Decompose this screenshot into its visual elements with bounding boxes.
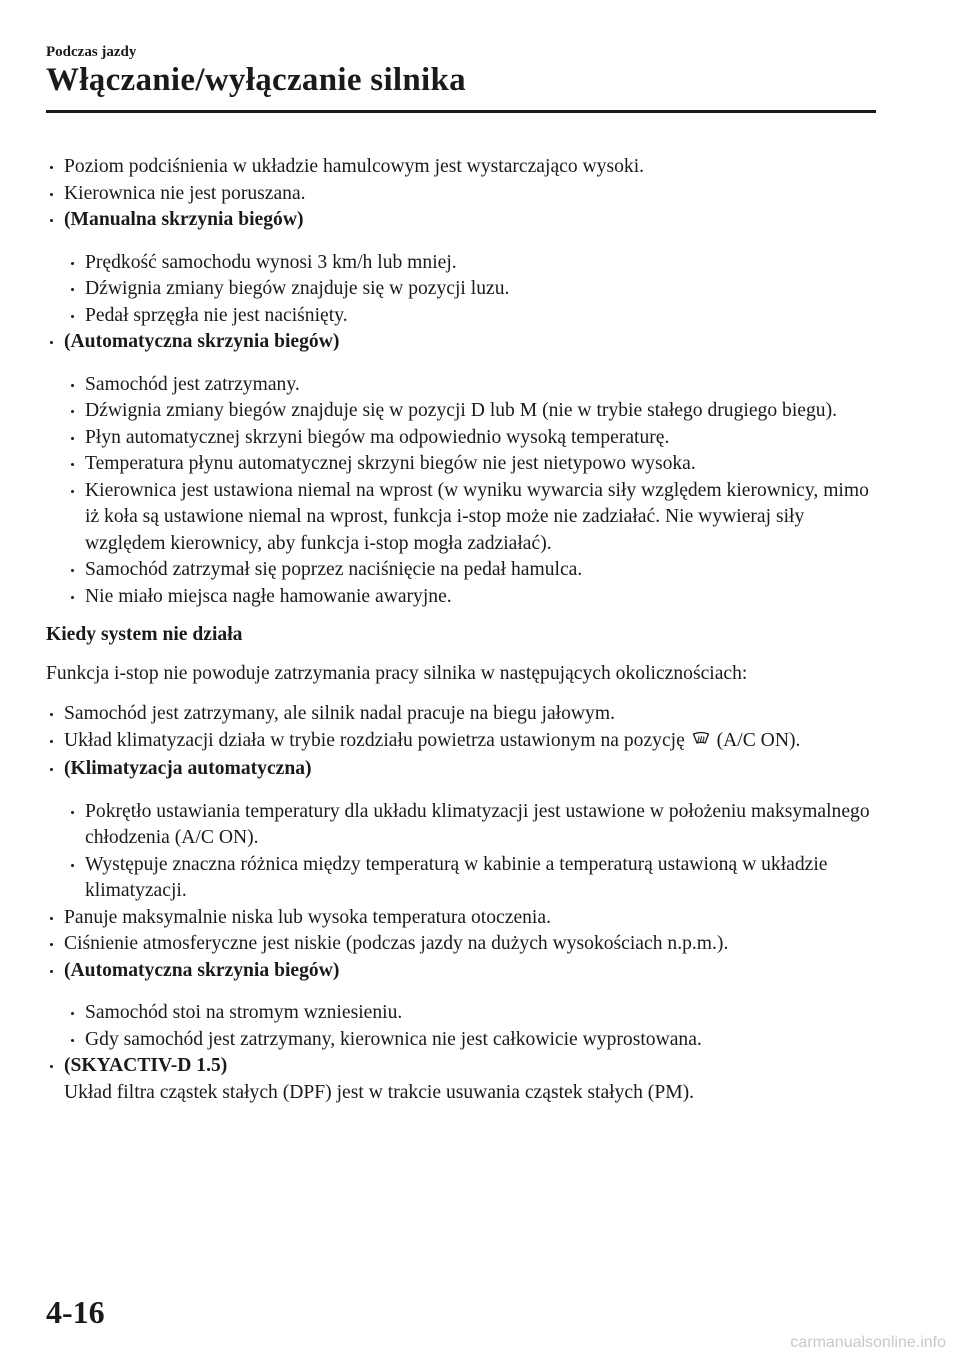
page-number: 4-16: [46, 1294, 105, 1330]
page-content: [46, 154, 886, 1106]
list-item: Samochód zatrzymał się poprzez naciśnięcie na pedał hamulca.: [67, 557, 886, 584]
list-item-title: (SKYACTIV-D 1.5): [64, 1055, 228, 1076]
section-label: Podczas jazdy: [46, 44, 137, 60]
section-heading: Kiedy system nie działa: [46, 624, 243, 645]
list-item: Samochód jest zatrzymany.: [67, 372, 886, 399]
watermark: carmanualsonline.info: [790, 1334, 946, 1351]
list-item: Gdy samochód jest zatrzymany, kierownica nie jest całkowicie wyprostowana.: [67, 1027, 886, 1054]
list-item: Prędkość samochodu wynosi 3 km/h lub mniej.: [67, 250, 886, 277]
section-intro: Funkcja i-stop nie powoduje zatrzymania pracy silnika w następujących okolicznościach:: [46, 662, 748, 684]
list-item-heading: (Automatyczna skrzynia biegów): [46, 329, 886, 356]
list-item: Kierownica jest ustawiona niemal na wprost (w wyniku wywarcia siły względem kierownicy, mimo iż koła są ustawione niemal na wprost, funkcja i-stop może nie zadziałać. Nie wywieraj siły względem kierownicy, aby funkcja i-stop mogła zadziałać).: [67, 478, 886, 558]
list-item: Płyn automatycznej skrzyni biegów ma odpowiednio wysoką temperaturę.: [67, 425, 886, 452]
list-item: Występuje znaczna różnica między temperaturą w kabinie a temperaturą ustawioną w układzie klimatyzacji.: [67, 852, 886, 905]
list-item: Pokrętło ustawiania temperatury dla układu klimatyzacji jest ustawione w położeniu maksymalnego chłodzenia (A/C ON).: [67, 799, 886, 852]
list-item-text: Układ klimatyzacji działa w trybie rozdziału powietrza ustawionym na pozycję: [64, 729, 685, 751]
list-item-with-icon: [46, 728, 886, 757]
list-item: Poziom podciśnienia w układzie hamulcowym jest wystarczająco wysoki.: [46, 154, 886, 181]
list-item-text: Układ filtra cząstek stałych (DPF) jest w trakcie usuwania cząstek stałych (PM).: [64, 1081, 695, 1103]
list-item: Temperatura płynu automatycznej skrzyni biegów nie jest nietypowo wysoka.: [67, 451, 886, 478]
list-item: Dźwignia zmiany biegów znajduje się w pozycji luzu.: [67, 276, 886, 303]
list-item: Dźwignia zmiany biegów znajduje się w pozycji D lub M (nie w trybie stałego drugiego biegu).: [67, 398, 886, 425]
page-title: Włączanie/wyłączanie silnika: [46, 62, 466, 98]
list-item: Pedał sprzęgła nie jest naciśnięty.: [67, 303, 886, 330]
list-item: Ciśnienie atmosferyczne jest niskie (podczas jazdy na dużych wysokościach n.p.m.).: [46, 931, 886, 958]
list-item: Panuje maksymalnie niska lub wysoka temperatura otoczenia.: [46, 905, 886, 932]
list-item: [46, 1053, 886, 1106]
list-item: Samochód jest zatrzymany, ale silnik nadal pracuje na biegu jałowym.: [46, 701, 886, 728]
list-item: Samochód stoi na stromym wzniesieniu.: [67, 1000, 886, 1027]
list-item-heading: (Manualna skrzynia biegów): [46, 207, 886, 234]
list-item-text: (A/C ON).: [716, 729, 801, 751]
list-item: Kierownica nie jest poruszana.: [46, 181, 886, 208]
list-item-heading: (Automatyczna skrzynia biegów): [46, 958, 886, 985]
list-item-heading: (Klimatyzacja automatyczna): [46, 756, 886, 783]
title-rule: [46, 110, 876, 113]
windshield-defrost-icon: [692, 730, 710, 757]
list-item: Nie miało miejsca nagłe hamowanie awaryjne.: [67, 584, 886, 611]
